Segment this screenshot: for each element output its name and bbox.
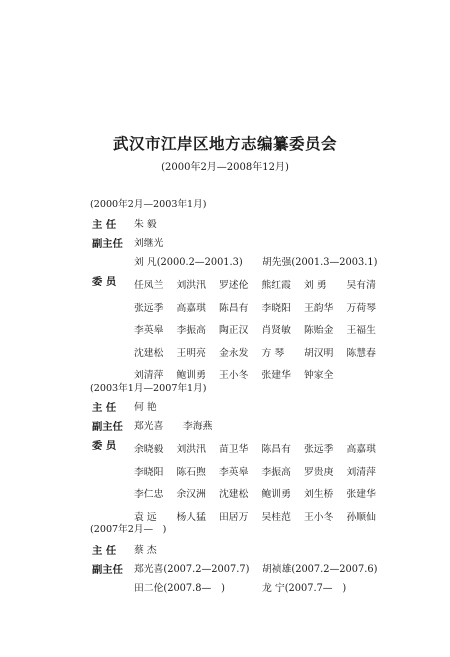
section-3-period: (2007年2月— ) [90,524,167,535]
member-name: 刘洪汛 [176,280,206,291]
section-3-director-name: 蔡 杰 [134,545,157,556]
member-name: 袁 远 [134,511,157,523]
section-1-director-label: 主 任 [92,219,117,231]
section-3-deputy-term-c: 田二伦(2007.8— ) [134,583,225,594]
member-row [134,437,389,460]
member-name: 陈慧春 [346,347,376,359]
section-2-deputy-label: 副主任 [92,421,123,433]
member-name: 苗卫华 [219,444,249,455]
member-name: 孙顺仙 [346,511,376,523]
member-name: 鲍训勇 [176,370,206,381]
member-name: 杨人猛 [176,511,206,523]
member-name: 罗贵庚 [304,466,334,478]
member-name: 李仁忠 [134,489,164,500]
member-name: 王小冬 [304,511,334,523]
member-name: 张建华 [261,370,291,381]
member-name: 陈石煦 [176,466,206,478]
member-name: 沈建松 [219,489,249,500]
member-name: 王明亮 [176,347,206,359]
member-name: 万荷琴 [346,302,376,314]
member-row [134,273,389,296]
member-name: 王韵华 [304,302,334,314]
section-1-period: (2000年2月—2003年1月) [90,199,207,210]
member-name: 陈昌有 [261,444,291,455]
member-name: 田居万 [219,511,249,523]
section-3-deputy-term-a: 郑光喜(2007.2—2007.7) [134,564,250,575]
member-name: 胡汉明 [304,347,334,359]
member-name: 陶正汉 [219,325,249,336]
member-name: 李英皋 [134,325,164,336]
section-2-director-label: 主 任 [92,402,117,414]
member-name: 陈昌有 [219,302,249,314]
section-3-deputy-term-d: 龙 宁(2007.7— ) [262,583,347,594]
member-name: 余汉洲 [176,489,206,500]
section-1-deputy-term-a: 刘 凡(2000.2—2001.3) [134,257,243,268]
member-name: 钟家全 [304,370,334,381]
member-name: 余晓毅 [134,444,164,455]
section-1-director-name: 朱 毅 [134,219,157,230]
member-name: 吴有清 [346,280,376,291]
member-name: 李振高 [176,325,206,336]
member-name: 任凤兰 [134,280,164,291]
member-name: 熊红霞 [261,280,291,291]
page-subtitle: (2000年2月—2008年12月) [161,162,289,173]
section-2-deputy-names: 郑光喜 李海燕 [134,421,213,432]
section-1-deputy-label: 副主任 [92,238,123,250]
member-row [134,296,389,319]
member-row [134,505,389,528]
section-1-deputy-name: 刘继光 [134,238,164,249]
section-1-deputy-term-b: 胡先强(2001.3—2003.1) [262,257,378,268]
member-name: 李晓阳 [134,466,164,478]
member-name: 王福生 [346,325,376,336]
member-name: 肖贤敏 [261,325,291,336]
page-title: 武汉市江岸区地方志编纂委员会 [112,135,337,153]
member-name: 罗述伦 [219,280,249,291]
member-row [134,318,389,341]
section-2-members-grid [134,437,389,527]
section-3-director-label: 主 任 [92,545,117,557]
member-name: 刘清萍 [346,466,376,478]
member-name: 李英皋 [219,466,249,478]
member-name: 方 琴 [261,347,285,359]
section-3-deputy-term-b: 胡祯雄(2007.2—2007.6) [262,564,378,575]
section-2-director-name: 何 艳 [134,402,157,413]
member-name: 刘清萍 [134,370,164,381]
member-name: 沈建松 [134,347,164,359]
member-name: 李振高 [261,466,291,478]
member-name: 鲍训勇 [261,489,291,500]
member-name: 高嘉琪 [346,444,376,455]
member-name: 王小冬 [219,370,249,381]
member-name: 高嘉琪 [176,302,206,314]
section-2-members-label: 委 员 [92,440,117,452]
section-2-period: (2003年1月—2007年1月) [90,383,207,394]
member-name: 张建华 [346,489,376,500]
section-3-deputy-label: 副主任 [92,564,123,576]
member-name: 刘洪汛 [176,444,206,455]
member-row [134,460,389,483]
member-name: 张远季 [134,302,164,314]
member-name: 刘 勇 [304,280,327,291]
member-name: 金永发 [219,347,249,359]
member-row [134,341,389,364]
member-name: 陈贻金 [304,325,334,336]
member-name: 刘生桥 [304,489,334,500]
section-1-members-grid [134,273,389,386]
member-row [134,482,389,505]
member-name: 李晓阳 [261,302,291,314]
member-name: 吴桂范 [261,511,291,523]
member-name: 张远季 [304,444,334,455]
section-1-members-label: 委 员 [92,276,117,288]
